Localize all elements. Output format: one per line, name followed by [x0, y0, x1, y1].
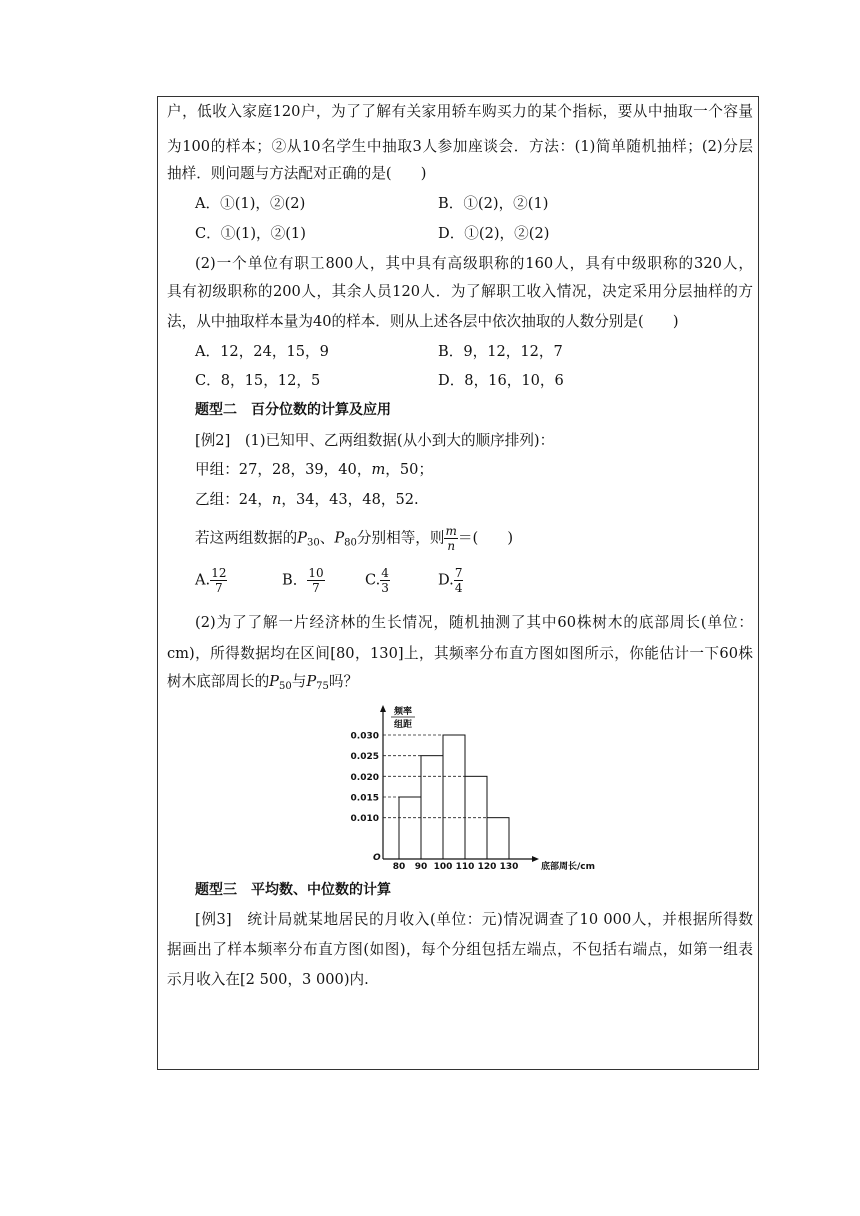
bar-4 [487, 818, 509, 859]
example-2-question: 若这两组数据的$P_{30}$、$P_{80}$分别相等，则 $\frac{m}{n}$ ＝( ) [195, 524, 514, 553]
y-tick-label-0: 0.010 [350, 814, 379, 825]
x-tick-label-5: 130 [499, 862, 519, 872]
frequency-histogram [350, 703, 605, 872]
q1-line-1: 户，低收入家庭120户，为了了解有关家用轿车购买力的某个指标，要从中抽取一个容量 [167, 103, 753, 120]
x-tick-label-2: 100 [433, 862, 453, 872]
example-2-line-1: [例2] (1)已知甲、乙两组数据(从小到大的顺序排列)： [195, 432, 555, 449]
q2-option-d: D．8，16，10，6 [438, 372, 564, 389]
q1-option-b: B．①(2)，②(1) [438, 195, 549, 212]
answer-option-b: B． $\frac{10}{7}$ [282, 566, 324, 595]
q2-option-c: C．8，15，12，5 [195, 372, 321, 389]
q2-option-a: A．12，24，15，9 [195, 343, 329, 360]
q1-option-a: A．①(1)，②(2) [195, 195, 306, 212]
example-2-group-jia: 甲组：27，28，39，40，m，50； [195, 461, 434, 478]
answer-option-c: C. $\frac{4}{3}$ [365, 566, 389, 595]
y-axis-label-denominator: 组距 [393, 720, 413, 730]
example-3-line-3: 示月收入在[2 500，3 000)内. [167, 971, 369, 988]
q3-line-2: cm)，所得数据均在区间[80，130]上，其频率分布直方图如图所示，你能估计一下60株 [167, 645, 753, 662]
y-tick-label-4: 0.030 [350, 731, 379, 742]
section-heading-2: 题型二 百分位数的计算及应用 [195, 402, 391, 418]
bar-2 [443, 735, 465, 859]
x-tick-label-4: 120 [477, 862, 497, 872]
example-3-line-2: 据画出了样本频率分布直方图(如图)，每个分组包括左端点，不包括右端点，如第一组表 [167, 941, 753, 958]
y-tick-label-3: 0.025 [350, 752, 379, 763]
q2-line-2: 具有初级职称的200人，其余人员120人．为了解职工收入情况，决定采用分层抽样的方 [167, 283, 753, 300]
example-2-group-yi: 乙组：24，n，34，43，48，52. [195, 491, 419, 508]
answer-option-a: A. $\frac{12}{7}$ [195, 566, 227, 595]
q1-option-c: C．①(1)，②(1) [195, 225, 306, 242]
y-tick-label-2: 0.020 [350, 772, 379, 783]
origin-label: O [373, 853, 381, 863]
y-tick-label-1: 0.015 [350, 793, 379, 804]
bar-1 [421, 756, 443, 859]
q1-line-2: 为100的样本；②从10名学生中抽取3人参加座谈会．方法：(1)简单随机抽样；(2)分层 [167, 138, 753, 155]
bar-0 [399, 797, 421, 859]
q2-option-b: B．9，12，12，7 [438, 343, 563, 360]
x-tick-label-0: 80 [392, 862, 406, 872]
section-heading-3: 题型三 平均数、中位数的计算 [195, 882, 391, 898]
q1-line-3: 抽样．则问题与方法配对正确的是( ) [167, 165, 427, 182]
x-axis-label: 底部周长/cm [541, 862, 596, 872]
answer-option-d: D. $\frac{7}{4}$ [438, 566, 463, 595]
q1-option-d: D．①(2)，②(2) [438, 225, 550, 242]
q2-line-3: 法，从中抽取样本量为40的样本．则从上述各层中依次抽取的人数分别是( ) [167, 313, 679, 330]
x-tick-label-1: 90 [414, 862, 428, 872]
fraction-m-over-n: $\frac{m}{n}$ [445, 524, 457, 553]
x-tick-label-3: 110 [455, 862, 475, 872]
q3-line-1: (2)为了了解一片经济林的生长情况，随机抽测了其中60株树木的底部周长(单位： [195, 614, 753, 631]
q2-line-1: (2)一个单位有职工800人，其中具有高级职称的160人，具有中级职称的320人， [195, 255, 753, 272]
q3-line-3: 树木底部周长的$P_{50}$与$P_{75}$吗？ [167, 673, 359, 692]
example-3-line-1: [例3] 统计局就某地居民的月收入(单位：元)情况调查了10 000人，并根据所得数 [195, 911, 753, 928]
y-axis-label-numerator: 频率 [393, 707, 413, 717]
